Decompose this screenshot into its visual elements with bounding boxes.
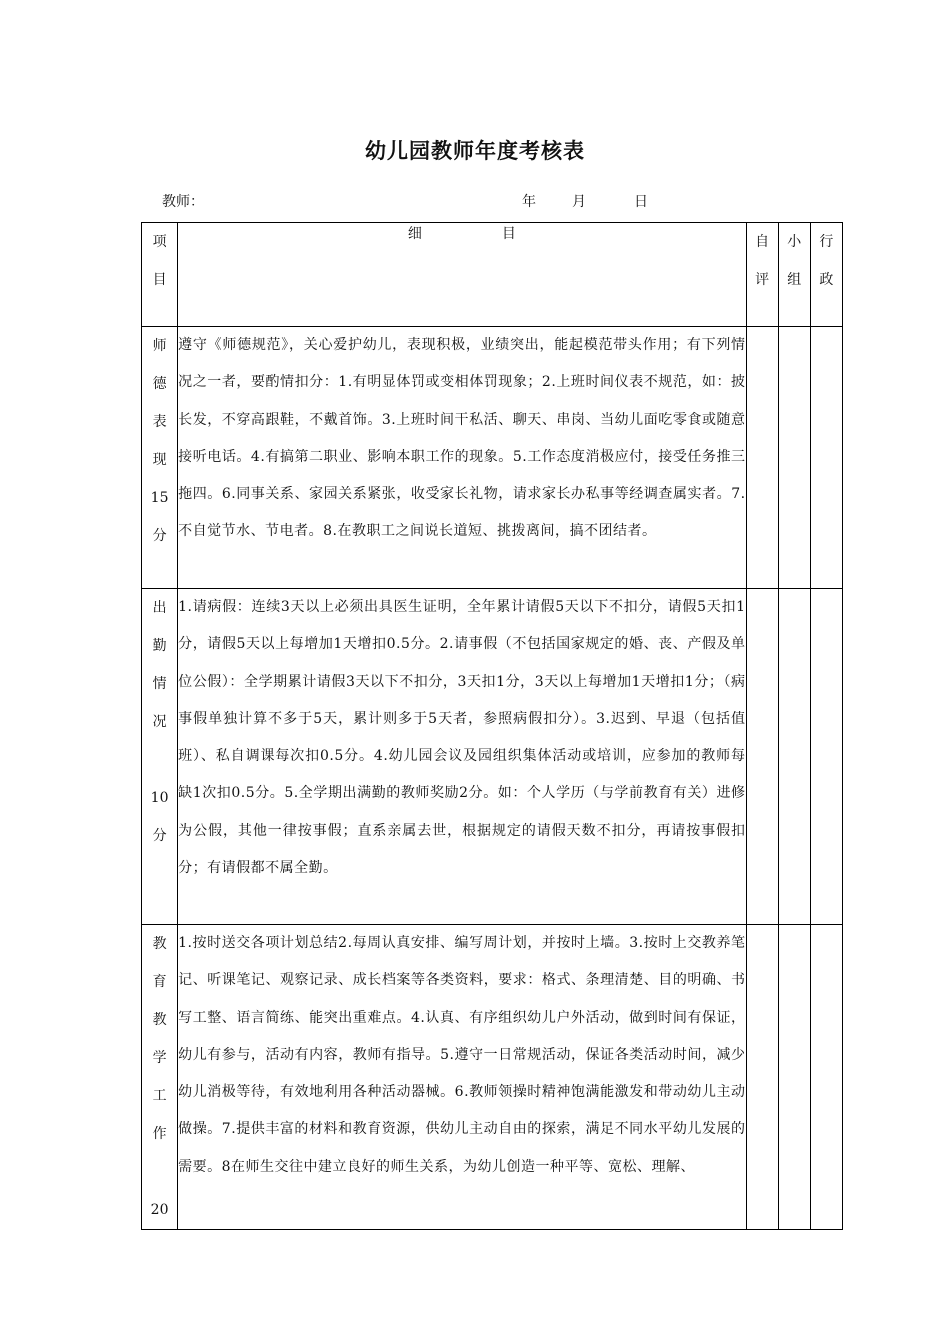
row-item-teaching: 教 育 教 学 工 作 20 [142,925,178,1230]
row-item-ethics: 师 德 表 现 15 分 [142,327,178,589]
row-detail-attendance: 1.请病假：连续3天以上必须出具医生证明，全年累计请假5天以下不扣分，请假5天扣1分，请假5天以上每增加1天增扣0.5分。2.请事假（不包括国家规定的婚、丧、产假及单位公假）：全学期累计请假3天以下不扣分，3天扣1分，3天以上每增加1天增扣1分；（病事假单独计算不多于5天，累计则多于5天者，参照病假扣分）。3.迟到、早退（包括值班）、私自调课每次扣0.5分。4.幼儿园会议及园组织集体活动或培训，应参加的教师每缺1次扣0.5分。5.全学期出满勤的教师奖励2分。如：个人学历（与学前教育有关）进修为公假，其他一律按事假；直系亲属去世，根据规定的请假天数不扣分，再请按事假扣分；有请假都不属全勤。 [178,589,746,925]
table-row [142,925,843,1230]
row-detail-ethics: 遵守《师德规范》，关心爱护幼儿，表现积极，业绩突出，能起模范带头作用；有下列情况之一者，要酌情扣分：1.有明显体罚或变相体罚现象；2.上班时间仪表不规范，如：披长发，不穿高跟鞋，不戴首饰。3.上班时间干私活、聊天、串岗、当幼儿面吃零食或随意接听电话。4.有搞第二职业、影响本职工作的现象。5.工作态度消极应付，接受任务推三拖四。6.同事关系、家园关系紧张，收受家长礼物，请求家长办私事等经调查属实者。7.不自觉节水、节电者。8.在教职工之间说长道短、挑拨离间，搞不团结者。 [178,327,746,589]
self-eval-cell[interactable] [746,589,778,925]
page-title: 幼儿园教师年度考核表 [365,139,585,163]
table-row [142,589,843,925]
admin-eval-cell[interactable] [810,327,842,589]
admin-eval-cell[interactable] [810,589,842,925]
self-eval-cell[interactable] [746,327,778,589]
month-label: 月 [572,194,586,210]
header-detail-b: 目 [501,226,516,242]
self-eval-cell[interactable] [746,925,778,1230]
group-eval-cell[interactable] [778,327,810,589]
row-detail-teaching: 1.按时送交各项计划总结2.每周认真安排、编写周计划，并按时上墙。3.按时上交教养笔记、听课笔记、观察记录、成长档案等各类资料，要求：格式、条理清楚、目的明确、书写工整、语言简练、能突出重难点。4.认真、有序组织幼儿户外活动，做到时间有保证，幼儿有参与，活动有内容，教师有指导。5.遵守一日常规活动，保证各类活动时间，减少幼儿消极等待，有效地利用各种活动器械。6.教师领操时精神饱满能激发和带动幼儿主动做操。7.提供丰富的材料和教育资源，供幼儿主动自由的探索，满足不同水平幼儿发展的需要。8在师生交往中建立良好的师生关系，为幼儿创造一种平等、宽松、理解、 [178,925,746,1230]
assessment-table [141,222,843,1230]
header-group-eval: 小 组 [778,223,810,327]
day-label: 日 [634,194,648,210]
header-detail-a: 细 [407,226,422,242]
row-item-attendance: 出 勤 情 况 10 分 [142,589,178,925]
year-label: 年 [522,194,536,210]
admin-eval-cell[interactable] [810,925,842,1230]
table-header-row [142,223,843,327]
header-admin-eval: 行 政 [810,223,842,327]
table-row [142,327,843,589]
header-detail [178,223,746,327]
group-eval-cell[interactable] [778,589,810,925]
header-item: 项 目 [142,223,178,327]
header-self-eval: 自 评 [746,223,778,327]
teacher-label: 教师： [162,194,204,210]
group-eval-cell[interactable] [778,925,810,1230]
date-line [522,191,648,211]
